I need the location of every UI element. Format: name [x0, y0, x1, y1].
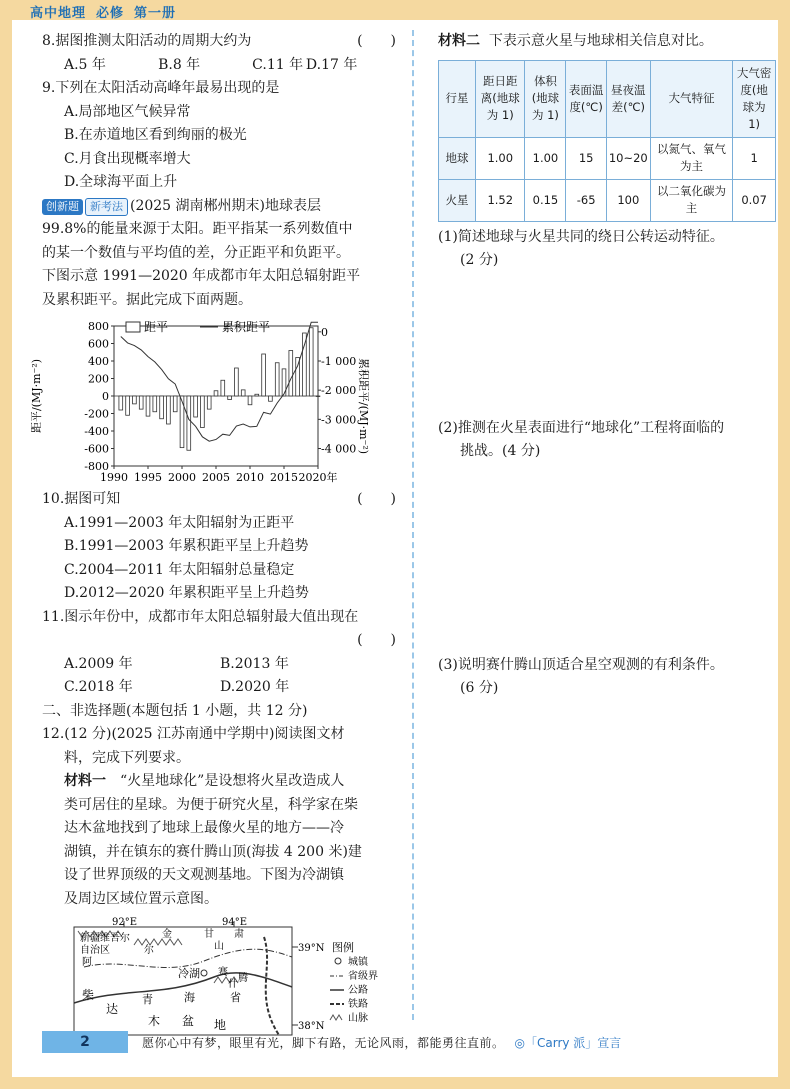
legend-railway: 铁路 — [348, 999, 368, 1010]
right-tick-label: -4 000 — [321, 442, 357, 456]
q11-option-b[interactable]: B.2013 年 — [220, 655, 289, 672]
right-axis-title: 累积距平/(MJ·m⁻²) — [357, 357, 370, 455]
anomaly-bar — [262, 354, 266, 396]
map-label-hai: 海 — [184, 991, 195, 1004]
map-label-teng: 腾 — [238, 973, 248, 984]
map-lon-94: 94°E — [222, 917, 248, 928]
legend-province-border: 省级界 — [348, 971, 378, 982]
x-tick-label: 2005 — [202, 471, 230, 484]
map-label-qing: 青 — [142, 993, 153, 1006]
table-row-earth — [439, 137, 776, 179]
q8-options — [42, 54, 400, 78]
table-cell: 1.00 — [476, 137, 525, 179]
left-tick-label: 600 — [88, 337, 109, 351]
map-lat-39: 39°N — [298, 943, 325, 954]
sub-question-1: (1)简述地球与火星共同的绕日公转运动特征。 (2 分) — [438, 228, 724, 268]
footer-brand: ◎「Carry 派」宣言 — [514, 1035, 622, 1050]
map-lon-92: 92°E — [112, 917, 138, 928]
answer-bracket[interactable]: ( ) — [357, 491, 396, 507]
header-volume: 第一册 — [134, 6, 177, 21]
table-cell: 1.52 — [476, 179, 525, 221]
q11-option-a[interactable]: A.2009 年 — [64, 655, 133, 672]
anomaly-bar — [248, 396, 252, 405]
table-header: 昼夜温差(℃) — [606, 60, 650, 137]
footer — [42, 1030, 762, 1054]
table-cell: 0.07 — [733, 179, 776, 221]
q9-option-a[interactable]: A.局部地区气候异常 — [64, 103, 191, 120]
material1-first: 材料一 “火星地球化”是设想将火星改造成人 — [64, 773, 345, 789]
innovation-badge: 创新题 — [42, 199, 83, 215]
x-tick-label: 2010 — [236, 471, 264, 484]
anomaly-bar — [167, 396, 171, 424]
left-tick-label: -400 — [84, 425, 109, 438]
table-header-row — [439, 60, 776, 137]
q9-option-c[interactable]: C.月食出现概率增大 — [64, 150, 191, 167]
table-header: 大气密度(地球为 1) — [733, 60, 776, 137]
q10-stem: 10.据图可知 ( ) — [42, 488, 400, 512]
anomaly-bar — [309, 328, 313, 396]
map-label-mu: 木 — [148, 1014, 161, 1028]
map-label-di: 地 — [214, 1018, 227, 1032]
cumulative-line — [121, 322, 318, 441]
header-book: 高中地理 — [30, 6, 87, 21]
left-tick-label: -200 — [84, 407, 109, 421]
new-method-badge: 新考法 — [85, 198, 128, 216]
header-edition: 必修 — [96, 6, 125, 21]
q11-options-row1 — [42, 653, 400, 677]
map-label-jin: 金 — [162, 929, 172, 940]
left-tick-label: 800 — [88, 320, 109, 333]
q10-option-b[interactable]: B.1991—2003 年累积距平呈上升趋势 — [64, 538, 309, 554]
x-tick-label: 1995 — [134, 471, 162, 484]
map-label-xinjiang: 新疆维吾尔 — [80, 933, 130, 944]
q11-option-c[interactable]: C.2018 年 — [64, 679, 133, 695]
q9-option-b[interactable]: B.在赤道地区看到绚丽的极光 — [64, 127, 247, 143]
material2-intro: 材料二 下表示意火星与地球相关信息对比。 — [438, 33, 713, 49]
q11-option-d[interactable]: D.2020 年 — [220, 679, 290, 695]
right-tick-label: -1 000 — [321, 355, 357, 368]
map-label-gan: 甘 — [204, 929, 214, 940]
q8-option-d[interactable]: D.17 年 — [305, 56, 358, 73]
anomaly-bar — [207, 396, 211, 409]
sub-question-2: (2)推测在火星表面进行“地球化”工程将面临的 挑战。(4 分) — [438, 419, 725, 459]
table-cell: 以二氧化碳为主 — [650, 179, 733, 221]
anomaly-bar — [119, 396, 123, 410]
q10-option-a[interactable]: A.1991—2003 年太阳辐射为正距平 — [64, 514, 295, 531]
map-label-sai: 赛 — [218, 967, 228, 978]
anomaly-bar — [139, 396, 143, 409]
table-cell: 1 — [733, 137, 776, 179]
table-cell: 10~20 — [606, 137, 650, 179]
answer-space-2[interactable] — [438, 464, 778, 654]
passage: 创新题 新考法 (2025 湖南郴州期末)地球表层 99.8%的能量来源于太阳。距平指某一系列数值中 的某一个数值与平均值的差，分正距平和负距平。 下图示意 1991—2020 年成都市年太阳总辐射距平 及累积距平。据此完成下面两题。 — [42, 197, 361, 308]
table-cell: 15 — [566, 137, 606, 179]
table-cell: 以氮气、氧气为主 — [650, 137, 733, 179]
right-tick-label: -3 000 — [321, 413, 357, 427]
table-header: 大气特征 — [650, 60, 733, 137]
legend-town: 城镇 — [348, 957, 368, 968]
table-cell: 1.00 — [525, 137, 566, 179]
map-label-sheng: 省 — [230, 991, 241, 1004]
footer-motto: 愿你心中有梦，眼里有光，脚下有路，无论风雨，都能勇往直前。 — [142, 1035, 505, 1050]
map-svg — [64, 917, 394, 1041]
x-tick-label: 2020年 — [298, 471, 338, 484]
q11-stem: 11.图示年份中，成都市年太阳总辐射最大值出现在 — [42, 608, 359, 625]
left-tick-label: -600 — [84, 442, 109, 456]
anomaly-bar — [255, 394, 259, 396]
legend-road: 公路 — [348, 985, 368, 996]
map-label-pen: 盆 — [182, 1014, 195, 1028]
left-tick-label: -800 — [84, 460, 109, 473]
q8-stem: 8.据图推测太阳活动的周期大约为 ( ) — [42, 30, 400, 54]
left-column: 8.据图推测太阳活动的周期大约为 ( ) A.5 年 B.8 年 C.11 年 D.17 年 9.下列在太阳活动高峰年最易出现的是 A.局部地区气候异常 B.在赤道地区看到绚丽的极光 C.月食出现概率增大 D.全球海平面上升 创新题 新考法 (2025 湖南郴州期末)地球表层 99.8%的能量来源于太阳。距平指某一系列数值中 的某一个数值与平均值的差，分正距平和负距平。 下图示意 1991—2020 年成都市年太阳总辐射距平 及累积距平。据此完成下面两题。 800 600 400 200 0 -200 -400 -600 -800 0 -1 000 -2 000 -3 000 -4 000 1990 1995 2000 2005 2010 2015 2020年 距平 累积距平 距平/(MJ·m⁻²) 累积距平/(MJ·m⁻²) 10.据图可知 ( ) A.1991—2003 年太阳辐射为正距平 B.1991—2003 年累积距平呈上升趋势 C.2004—2011 年太阳辐射总量稳定 D.2012—2020 年累积距平呈上升趋势 11.图示年份中，成都市年太阳总辐射最大值出现在 ( ) A.2009 年 B.2013 年 C.2018 年 D.2020 年 二、非选择题(本题包括 1 小题，共 12 分) 12.(12 分)(2025 江苏南通中学期中)阅读图文材 料，完成下列要求。 材料一 “火星地球化”是设想将火星改造成人 类可居住的星球。为便于研究火星，科学家在柴 达木盆地找到了地球上最像火星的地方——冷 湖镇，并在镇东的赛什腾山顶(海拔 4 200 米)建 设了世界顶级的天文观测基地。下图为冷湖镇 及周边区域位置示意图。 新疆维吾尔 自治区 阿 尔 金 甘 肃 山 冷湖 赛 什 腾 柴 达 木 盆 地 青 海 省 92°E 94°E 39°N 38°N 图例 城镇 省级界 公路 铁路 山脉 — [42, 30, 400, 1047]
map-label-shi: 什 — [228, 979, 238, 990]
q12-stem-1: 12.(12 分)(2025 江苏南通中学期中)阅读图文材 — [42, 726, 345, 742]
answer-space-3[interactable] — [438, 701, 778, 1001]
left-tick-label: 200 — [88, 372, 109, 386]
anomaly-bar — [194, 396, 198, 417]
right-column — [438, 30, 778, 1001]
anomaly-bar — [303, 333, 307, 396]
q9-stem: 9.下列在太阳活动高峰年最易出现的是 — [42, 80, 280, 96]
x-tick-label: 2000 — [168, 471, 196, 484]
q8-option-c[interactable]: C.11 年 — [252, 56, 304, 73]
anomaly-bar — [228, 396, 232, 400]
answer-space-1[interactable] — [438, 273, 778, 417]
q10-option-c[interactable]: C.2004—2011 年太阳辐射总量稳定 — [64, 561, 295, 578]
q11-options-row2 — [42, 676, 400, 700]
q8-option-a[interactable]: A.5 年 — [64, 56, 106, 73]
legend-line-label: 累积距平 — [222, 320, 271, 334]
anomaly-bar — [241, 390, 245, 396]
planet-comparison-table — [438, 60, 776, 222]
q12-stem-2: 料，完成下列要求。 — [64, 749, 190, 766]
map-label-shan: 山 — [214, 941, 224, 952]
anomaly-bar — [126, 396, 130, 415]
map-label-region: 自治区 — [80, 945, 110, 956]
running-header — [30, 2, 186, 21]
sub-question-3: (3)说明赛什腾山顶适合星空观测的有利条件。 (6 分) — [438, 656, 724, 696]
location-map — [64, 917, 404, 1047]
anomaly-bar — [173, 396, 177, 412]
anomaly-bar — [133, 396, 137, 404]
left-tick-label: 400 — [88, 355, 109, 368]
anomaly-bar — [153, 396, 157, 412]
table-cell: 地球 — [439, 137, 476, 179]
left-axis-title: 距平/(MJ·m⁻²) — [30, 358, 43, 434]
anomaly-bar — [187, 396, 191, 450]
answer-bracket[interactable]: ( ) — [357, 33, 396, 49]
answer-bracket[interactable]: ( ) — [357, 632, 396, 648]
anomaly-bar — [275, 363, 279, 396]
table-cell: 火星 — [439, 179, 476, 221]
map-label-er: 尔 — [144, 945, 154, 956]
radiation-chart — [28, 316, 368, 486]
map-lat-38: 38°N — [298, 1021, 325, 1032]
map-label-lenghu: 冷湖 — [178, 967, 200, 980]
table-header: 表面温度(℃) — [566, 60, 606, 137]
table-header: 体积(地球为 1) — [525, 60, 566, 137]
anomaly-bar — [214, 391, 218, 396]
section-heading: 二、非选择题(本题包括 1 小题，共 12 分) — [42, 702, 308, 719]
table-header: 行星 — [439, 60, 476, 137]
material1-label: 材料一 — [64, 773, 106, 789]
material2-label: 材料二 — [438, 33, 480, 49]
map-label-chai: 柴 — [82, 988, 95, 1002]
table-header: 距日距离(地球为 1) — [476, 60, 525, 137]
q10-option-d[interactable]: D.2012—2020 年累积距平呈上升趋势 — [64, 585, 309, 601]
anomaly-bar — [160, 396, 164, 419]
map-legend-title: 图例 — [332, 941, 354, 954]
anomaly-bar — [316, 396, 320, 397]
right-tick-label: 0 — [321, 325, 328, 339]
table-cell: 0.15 — [525, 179, 566, 221]
table-cell: 100 — [606, 179, 650, 221]
q8-option-b[interactable]: B.8 年 — [158, 56, 201, 73]
page-number: 2 — [42, 1031, 128, 1053]
anomaly-bar — [235, 368, 239, 396]
legend-bar-label: 距平 — [144, 320, 169, 334]
anomaly-bar — [201, 396, 205, 428]
map-label-a: 阿 — [82, 957, 92, 968]
q9-option-d[interactable]: D.全球海平面上升 — [64, 174, 178, 190]
anomaly-bar — [269, 396, 273, 401]
legend-mountain: 山脉 — [348, 1013, 368, 1024]
anomaly-bar — [289, 351, 293, 397]
legend-bar-swatch — [126, 322, 140, 332]
left-tick-label: 0 — [102, 390, 109, 403]
q11-bracket-line — [42, 629, 400, 653]
x-tick-label: 1990 — [100, 471, 128, 484]
anomaly-bar — [146, 396, 150, 416]
map-label-su: 肃 — [234, 929, 244, 940]
table-row-mars — [439, 179, 776, 221]
right-tick-label: -2 000 — [321, 384, 357, 398]
chart-svg — [28, 316, 368, 486]
map-label-da: 达 — [106, 1002, 119, 1016]
x-tick-label: 2015 — [270, 471, 298, 484]
table-cell: -65 — [566, 179, 606, 221]
column-divider — [412, 30, 414, 1020]
anomaly-bar — [221, 380, 225, 396]
